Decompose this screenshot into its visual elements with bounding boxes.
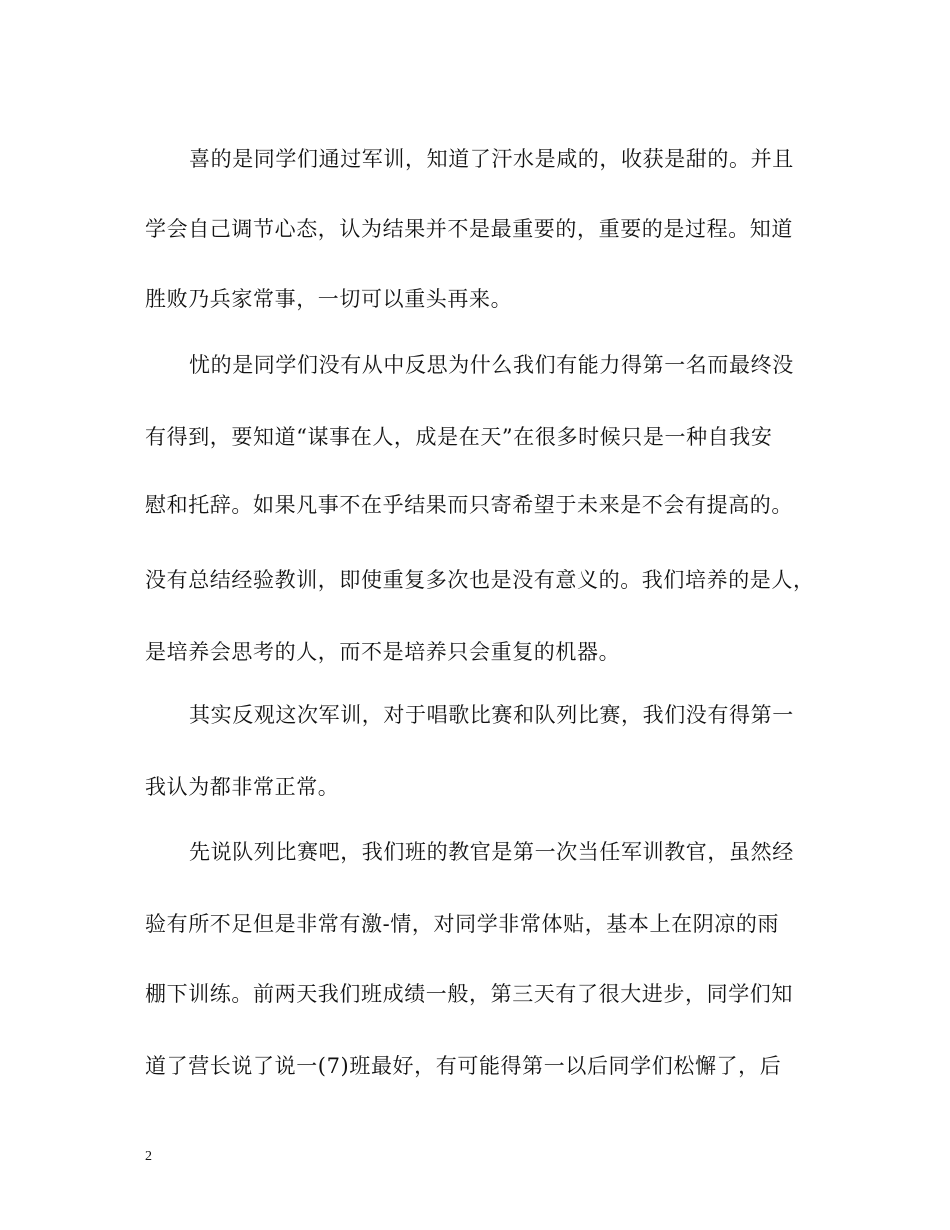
paragraph-2-line-5: 是培养会思考的人，而不是培养只会重复的机器。 bbox=[145, 640, 621, 664]
paragraph-3-line-1: 其实反观这次军训，对于唱歌比赛和队列比赛，我们没有得第一 bbox=[189, 703, 794, 727]
paragraph-2-line-4: 没有总结经验教训，即使重复多次也是没有意义的。我们培养的是人， bbox=[145, 568, 815, 592]
paragraph-4-line-2: 验有所不足但是非常有激-情，对同学非常体贴，基本上在阴凉的雨 bbox=[145, 912, 780, 936]
paragraph-1-line-3: 胜败乃兵家常事，一切可以重头再来。 bbox=[145, 287, 513, 311]
paragraph-3-line-2: 我认为都非常正常。 bbox=[145, 775, 340, 799]
paragraph-2-line-1: 忧的是同学们没有从中反思为什么我们有能力得第一名而最终没 bbox=[189, 353, 794, 377]
paragraph-4-line-3: 棚下训练。前两天我们班成绩一般，第三天有了很大进步，同学们知 bbox=[145, 982, 793, 1006]
paragraph-1-line-1: 喜的是同学们通过军训，知道了汗水是咸的，收获是甜的。并且 bbox=[189, 147, 794, 171]
paragraph-2-line-3: 慰和托辞。如果凡事不在乎结果而只寄希望于未来是不会有提高的。 bbox=[145, 493, 793, 517]
paragraph-4-line-1: 先说队列比赛吧，我们班的教官是第一次当任军训教官，虽然经 bbox=[189, 840, 794, 864]
paragraph-4-line-4: 道了营长说了说一(7)班最好，有可能得第一以后同学们松懈了，后 bbox=[145, 1054, 782, 1078]
paragraph-2-line-2: 有得到，要知道“谋事在人，成是在天”在很多时候只是一种自我安 bbox=[145, 425, 773, 449]
page-number: 2 bbox=[145, 1149, 152, 1164]
paragraph-1-line-2: 学会自己调节心态，认为结果并不是最重要的，重要的是过程。知道 bbox=[145, 217, 793, 241]
